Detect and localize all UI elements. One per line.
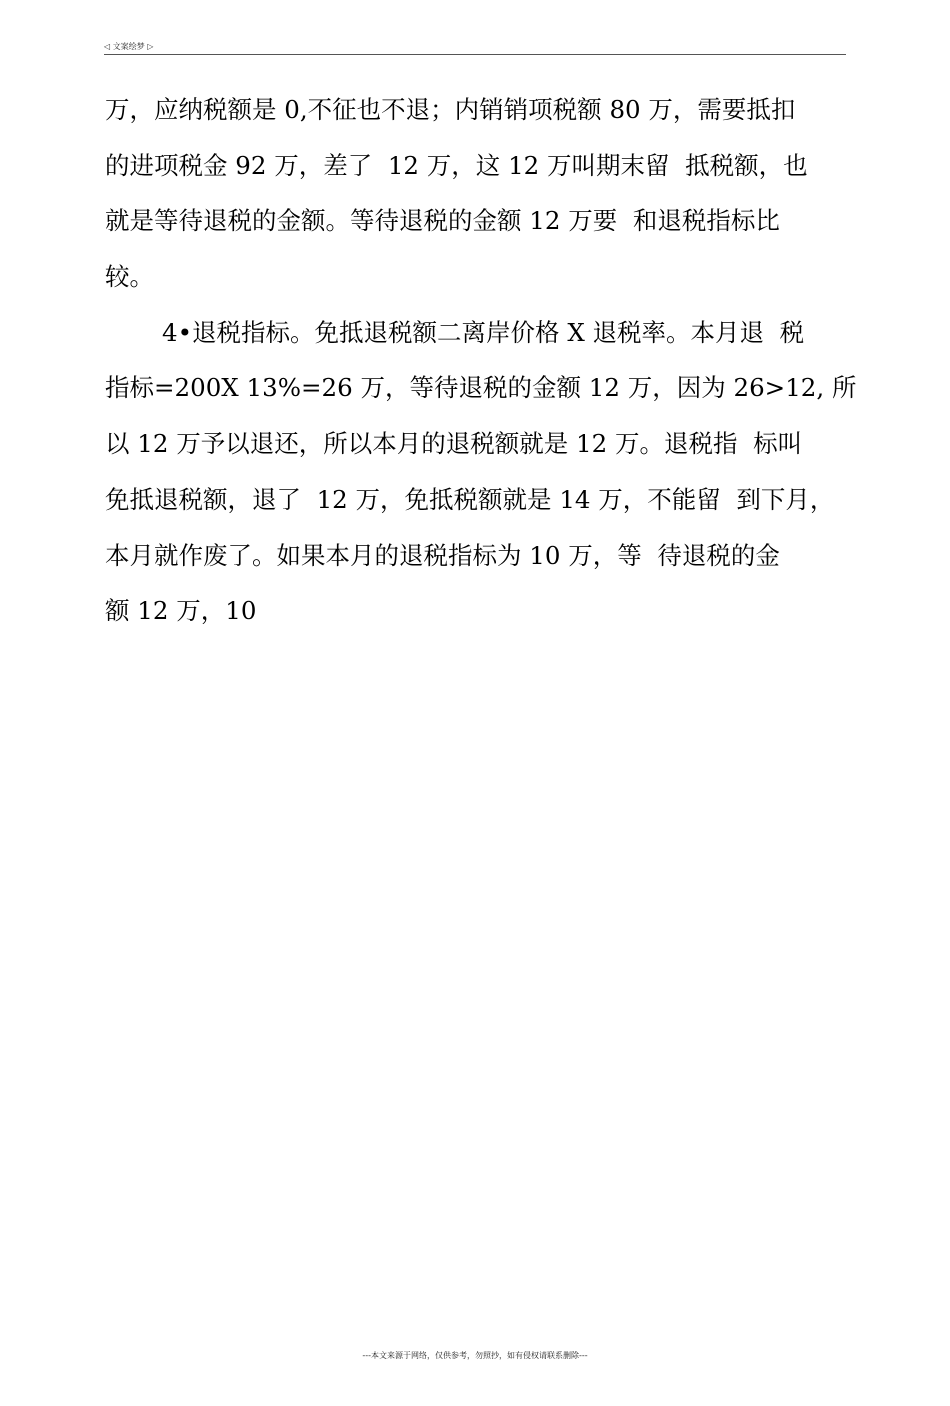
page-header [104, 38, 846, 55]
body-line: 额 12 万，10 [105, 596, 257, 626]
header-text: ◁ 文案绘梦 ▷ [104, 42, 154, 51]
body-line: 指标=200X 13%=26 万，等待退税的金额 12 万，因为 26>12, 所 [105, 373, 857, 403]
body-line: 以 12 万予以退还，所以本月的退税额就是 12 万。退税指 标叫 [105, 429, 803, 459]
body-line-paragraph-start: 4•退税指标。免抵退税额二离岸价格 X 退税率。本月退 税 [162, 317, 805, 347]
body-line: 万，应纳税额是 0,不征也不退；内销销项税额 80 万，需要抵扣 [105, 95, 796, 124]
body-line: 的进项税金 92 万，差了 12 万，这 12 万叫期末留 抵税额，也 [105, 150, 808, 180]
body-line: 免抵退税额，退了 12 万，免抵税额就是 14 万，不能留 到下月， [105, 484, 835, 514]
body-line: 就是等待退税的金额。等待退税的金额 12 万要 和退税指标比 [105, 206, 780, 236]
body-line: 较。 [105, 262, 154, 292]
page-footer-disclaimer: ---本文来源于网络，仅供参考，勿照抄，如有侵权请联系删除--- [362, 1351, 588, 1360]
body-line: 本月就作废了。如果本月的退税指标为 10 万，等 待退税的金 [105, 540, 780, 570]
document-body [105, 82, 865, 639]
